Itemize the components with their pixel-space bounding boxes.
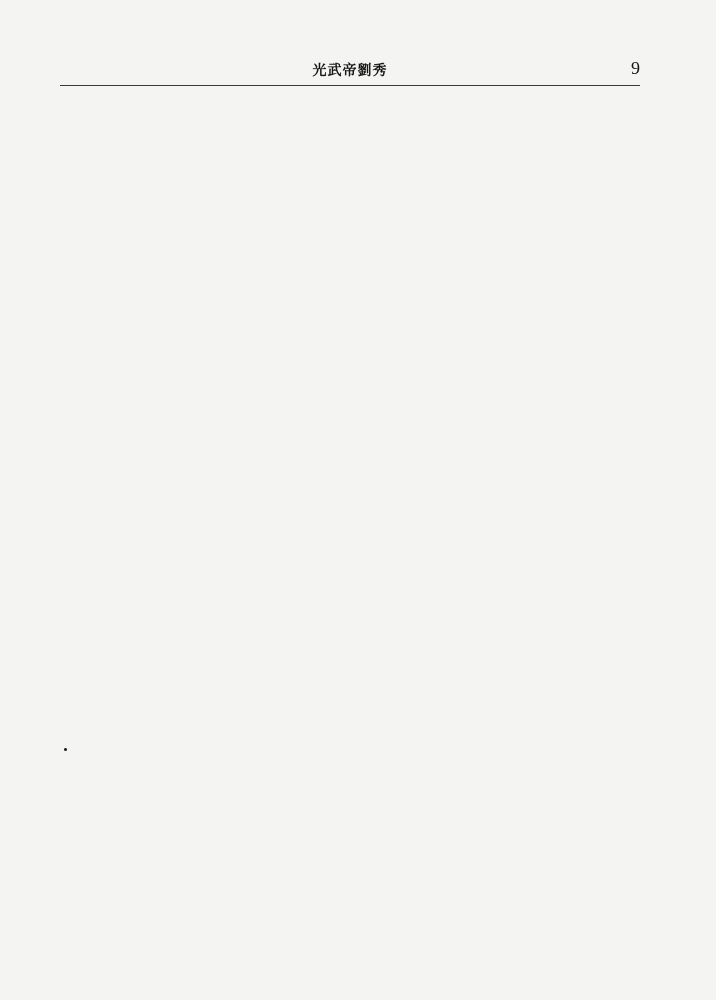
chapter-title: 光武帝劉秀 [312,63,388,79]
paragraph-marker [64,748,67,751]
page-number: 9 [631,58,640,78]
header-rule [60,85,640,86]
running-header [60,56,640,82]
